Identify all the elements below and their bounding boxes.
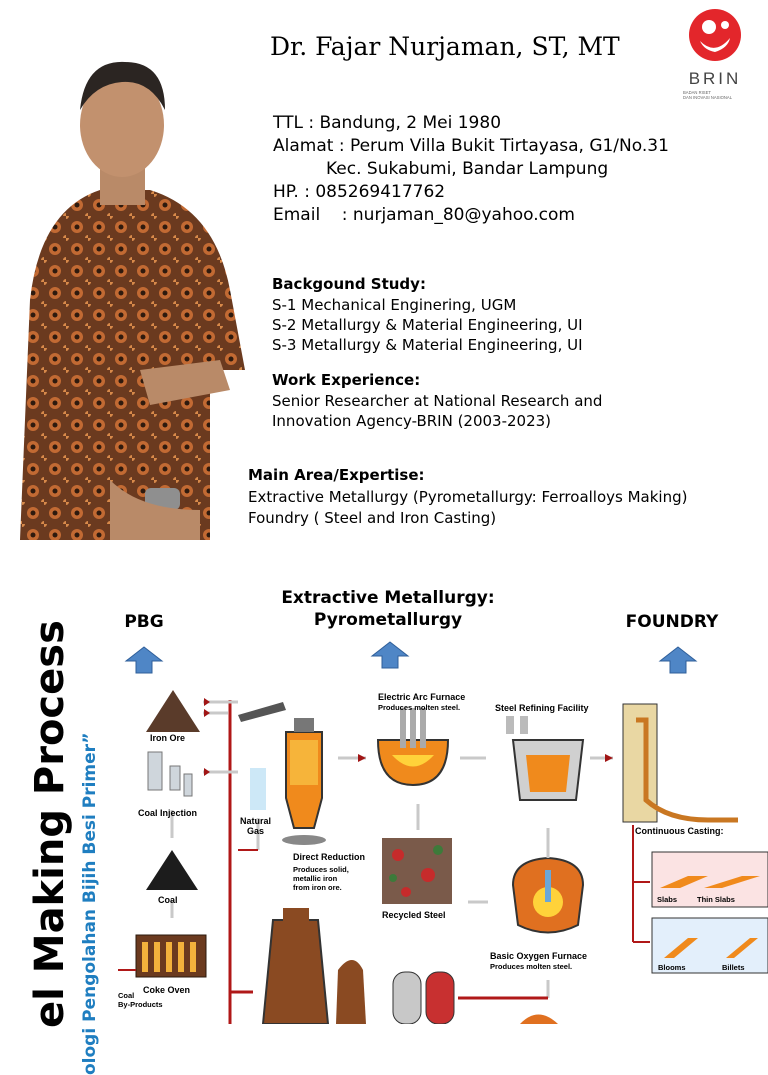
vertical-subtitle: ologi Pengolahan Bijih Besi Primer”: [80, 732, 100, 1075]
label-bof-desc: Produces molten steel.: [490, 962, 573, 971]
info-address-2: Kec. Sukabumi, Bandar Lampung: [326, 159, 609, 179]
label-refining: Steel Refining Facility: [495, 703, 589, 713]
up-arrow-icon: [124, 645, 164, 675]
diagram-heading-1: Extractive Metallurgy:: [281, 588, 495, 608]
label-blooms: Blooms: [658, 963, 686, 972]
label-dr-desc-1: Produces solid,: [293, 865, 349, 874]
info-phone: HP. : 085269417762: [273, 182, 446, 202]
logo-sub-1: BADAN RISET: [683, 90, 711, 95]
label-bof: Basic Oxygen Furnace: [490, 951, 588, 961]
label-coke-oven: Coke Oven: [143, 985, 191, 995]
pbg-heading: PBG: [124, 612, 164, 632]
label-dr-desc-2: metallic iron: [293, 874, 338, 883]
background-item: S-1 Mechanical Enginering, UGM: [272, 296, 517, 314]
expertise-item: Foundry ( Steel and Iron Casting): [248, 509, 497, 527]
vertical-title: el Making Process: [27, 620, 73, 1028]
up-arrow-icon: [370, 640, 410, 670]
logo-sub-2: DAN INOVASI NASIONAL: [683, 95, 733, 100]
label-billets: Billets: [722, 963, 745, 972]
profile-photo: [0, 40, 250, 540]
label-eaf-desc: Produces molten steel.: [378, 703, 461, 712]
label-coal: Coal: [158, 895, 178, 905]
work-title: Work Experience:: [272, 371, 421, 389]
label-iron-ore: Iron Ore: [150, 733, 186, 743]
info-address-1: Alamat : Perum Villa Bukit Tirtayasa, G1/No.31: [273, 136, 669, 156]
label-direct-reduction: Direct Reduction: [293, 852, 366, 862]
foundry-heading: FOUNDRY: [625, 612, 719, 632]
background-item: S-2 Metallurgy & Material Engineering, UI: [272, 316, 583, 334]
label-recycled-steel: Recycled Steel: [382, 910, 446, 920]
info-email: Email : nurjaman_80@yahoo.com: [273, 205, 575, 225]
label-eaf: Electric Arc Furnace: [378, 692, 466, 702]
person-name: Dr. Fajar Nurjaman, ST, MT: [270, 32, 620, 61]
up-arrow-icon: [658, 645, 698, 675]
background-item: S-3 Metallurgy & Material Engineering, UI: [272, 336, 583, 354]
label-coal-byproducts-2: By-Products: [118, 1000, 163, 1009]
label-natural-gas-1: Natural: [240, 816, 272, 826]
work-item: Innovation Agency-BRIN (2003-2023): [272, 412, 552, 430]
diagram-heading-2: Pyrometallurgy: [313, 610, 463, 630]
logo-name: BRIN: [688, 69, 742, 88]
label-slabs: Slabs: [657, 895, 678, 904]
brin-logo: [678, 8, 758, 103]
info-ttl: TTL : Bandung, 2 Mei 1980: [273, 113, 502, 133]
work-item: Senior Researcher at National Research and: [272, 392, 603, 410]
expertise-item: Extractive Metallurgy (Pyrometallurgy: Ferroalloys Making): [248, 488, 688, 506]
label-continuous-casting: Continuous Casting:: [635, 826, 724, 836]
label-dr-desc-3: from iron ore.: [293, 883, 342, 892]
expertise-title: Main Area/Expertise:: [248, 466, 425, 484]
background-title: Backgound Study:: [272, 275, 426, 293]
label-natural-gas-2: Gas: [247, 826, 265, 836]
steel-process-diagram: [108, 680, 768, 1024]
label-coal-byproducts-1: Coal: [118, 991, 135, 1000]
label-coal-injection: Coal Injection: [138, 808, 198, 818]
label-thin-slabs: Thin Slabs: [697, 895, 735, 904]
